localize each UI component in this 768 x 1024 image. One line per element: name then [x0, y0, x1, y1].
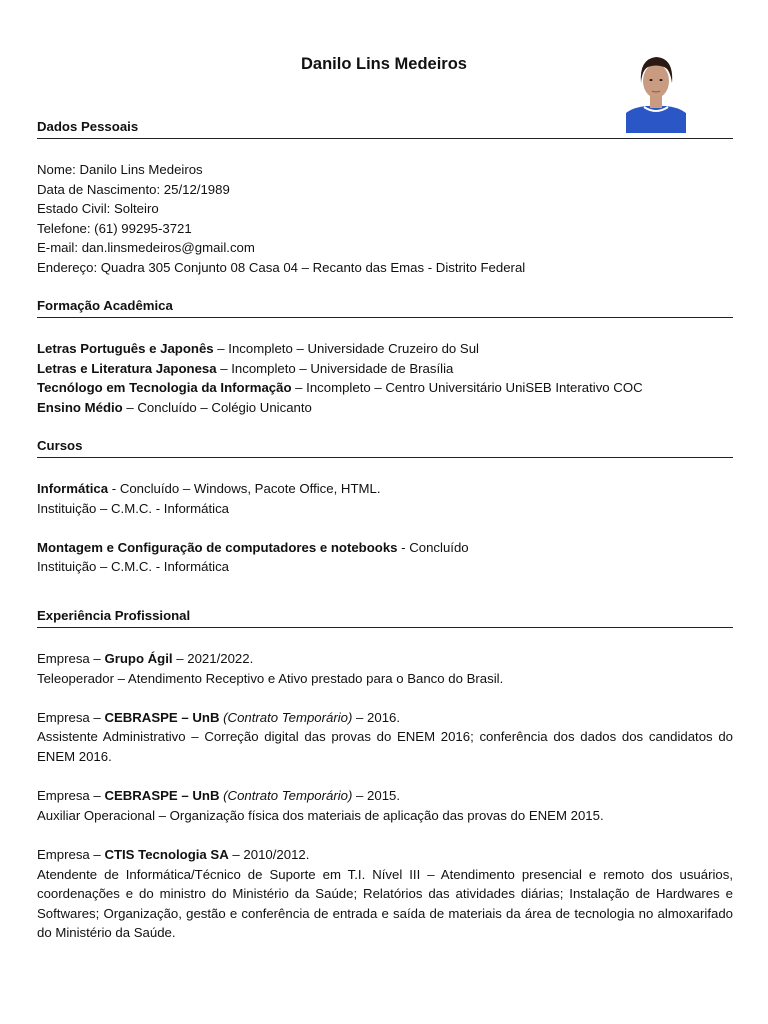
education-course: Ensino Médio	[37, 399, 123, 415]
job-entry	[37, 786, 733, 825]
education-course: Letras Português e Japonês	[37, 341, 214, 356]
education-course: Letras e Literatura Japonesa	[37, 360, 217, 376]
section-cursos	[37, 437, 733, 577]
section-heading: Experiência Profissional	[37, 607, 733, 628]
education-details: – Incompleto – Universidade Cruzeiro do Sul	[213, 341, 479, 356]
section-formacao	[37, 297, 733, 417]
education-item	[37, 339, 733, 359]
education-item	[37, 359, 733, 379]
course-details: - Concluído – Windows, Pacote Office, HTML.	[108, 481, 381, 496]
job-description: Auxiliar Operacional – Organização física dos materiais de aplicação das provas do ENEM 2015.	[37, 807, 604, 823]
job-description: Assistente Administrativo – Correção digital das provas do ENEM 2016; conferência dos dados dos candidatos do ENEM 2016.	[37, 729, 733, 764]
education-item	[37, 398, 733, 418]
course-name: Montagem e Configuração de computadores e notebooks	[37, 539, 398, 555]
education-course: Tecnólogo em Tecnologia da Informação	[37, 380, 292, 396]
education-details: – Concluído – Colégio Unicanto	[122, 399, 312, 415]
course-item	[37, 479, 733, 499]
course-name: Informática	[37, 481, 109, 496]
job-period: – 2016.	[352, 709, 401, 725]
job-contract-type: (Contrato Temporário)	[219, 788, 353, 804]
section-heading: Formação Acadêmica	[37, 297, 733, 318]
info-birthdate: Data de Nascimento: 25/12/1989	[37, 181, 230, 197]
job-entry	[37, 649, 733, 688]
course-institution: Instituição – C.M.C. - Informática	[37, 500, 230, 516]
job-description: Atendente de Informática/Técnico de Suporte em T.I. Nível III – Atendimento presencial e remoto dos usuários, coordenações e do ministro do Ministério da Saúde; Relatórios das atividades diárias; Instalação de Hardwares e Softwares; Organização, gestão e conferência de entrada e saída de materiais da área de tecnologia no almoxarifado do Ministério da Saúde.	[37, 866, 733, 941]
job-header: Empresa – CEBRASPE – UnB (Contrato Temporário) – 2015.	[37, 788, 401, 804]
job-company: CTIS Tecnologia SA	[104, 846, 229, 862]
job-entry	[37, 708, 733, 767]
course-institution: Instituição – C.M.C. - Informática	[37, 559, 230, 575]
section-experiencia	[37, 607, 733, 943]
job-entry	[37, 845, 733, 943]
info-phone: Telefone: (61) 99295-3721	[37, 220, 192, 236]
job-header: Empresa – Grupo Ágil – 2021/2022.	[37, 651, 254, 666]
job-period: – 2015.	[352, 788, 401, 804]
section-dados-pessoais	[37, 118, 733, 278]
job-contract-type: (Contrato Temporário)	[219, 709, 353, 725]
education-details: – Incompleto – Universidade de Brasília	[216, 360, 454, 376]
job-header: Empresa – CTIS Tecnologia SA – 2010/2012.	[37, 846, 310, 862]
education-item	[37, 378, 733, 398]
page-title: Danilo Lins Medeiros	[301, 55, 467, 73]
job-period: – 2010/2012.	[228, 846, 310, 862]
course-item	[37, 538, 733, 558]
job-description: Teleoperador – Atendimento Receptivo e Ativo prestado para o Banco do Brasil.	[37, 670, 504, 686]
job-company: CEBRASPE – UnB	[104, 788, 220, 804]
job-header: Empresa – CEBRASPE – UnB (Contrato Temporário) – 2016.	[37, 709, 401, 725]
info-marital-status: Estado Civil: Solteiro	[37, 201, 159, 217]
job-company: Grupo Ágil	[104, 651, 173, 666]
education-details: – Incompleto – Centro Universitário UniSEB Interativo COC	[291, 380, 643, 396]
section-heading: Cursos	[37, 437, 733, 458]
job-company: CEBRASPE – UnB	[104, 709, 220, 725]
info-name: Nome: Danilo Lins Medeiros	[37, 162, 203, 177]
course-details: - Concluído	[397, 539, 469, 555]
info-address: Endereço: Quadra 305 Conjunto 08 Casa 04 – Recanto das Emas - Distrito Federal	[37, 259, 526, 275]
job-period: – 2021/2022.	[172, 651, 254, 666]
info-email: E-mail: dan.linsmedeiros@gmail.com	[37, 240, 255, 256]
section-heading: Dados Pessoais	[37, 118, 733, 139]
